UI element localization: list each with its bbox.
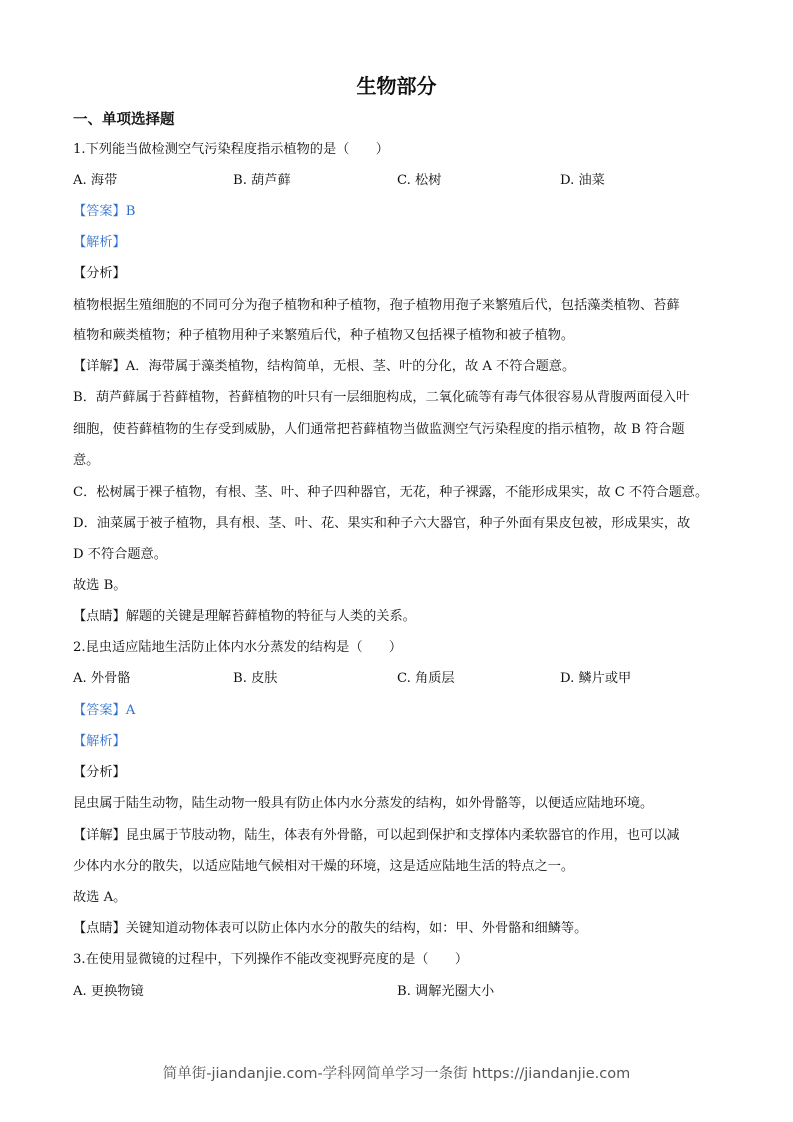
footer-watermark: 简单街-jiandanjie.com-学科网简单学习一条街 https://jiandanjie.com	[162, 1066, 631, 1082]
question-2-stem: 2.昆虫适应陆地生活防止体内水分蒸发的结构是（ ）	[73, 640, 403, 655]
q1-detail-line: B．葫芦藓属于苔藓植物，苔藓植物的叶只有一层细胞构成，二氧化硫等有毒气体很容易从背腹两面侵入叶	[73, 390, 690, 405]
q1-option-d: D. 油菜	[560, 173, 605, 188]
q1-analysis-line: 植物根据生殖细胞的不同可分为孢子植物和种子植物，孢子植物用孢子来繁殖后代，包括藻类植物、苔藓	[73, 298, 680, 313]
q1-conclusion: 故选 B。	[73, 578, 127, 593]
q2-fenxi-label: 【分析】	[73, 765, 126, 780]
q1-detail-line: C．松树属于裸子植物，有根、茎、叶、种子四种器官，无花，种子裸露，不能形成果实，故 C 不符合题意。	[73, 485, 709, 500]
q2-key-point: 【点睛】关键知道动物体表可以防止体内水分的散失的结构，如：甲、外骨骼和细鳞等。	[73, 921, 588, 936]
q1-key-point: 【点睛】解题的关键是理解苔藓植物的特征与人类的关系。	[73, 609, 416, 624]
page-title: 生物部分	[356, 74, 437, 98]
section-heading: 一、单项选择题	[73, 112, 175, 128]
q2-conclusion: 故选 A。	[73, 890, 127, 905]
q1-detail-line: 【详解】A．海带属于藻类植物，结构简单，无根、茎、叶的分化，故 A 不符合题意。	[73, 359, 576, 374]
q2-option-a: A. 外骨骼	[73, 671, 131, 686]
q1-detail-line: 意。	[73, 453, 100, 468]
question-3-stem: 3.在使用显微镜的过程中，下列操作不能改变视野亮度的是（ ）	[73, 952, 469, 967]
q1-option-a: A. 海带	[73, 173, 118, 188]
q2-detail-line: 【详解】昆虫属于节肢动物，陆生，体表有外骨骼，可以起到保护和支撑体内柔软器官的作用，也可以减	[73, 828, 680, 843]
q1-detail-line: 细胞，使苔藓植物的生存受到威胁，人们通常把苔藓植物当做监测空气污染程度的指示植物，故 B 符合题	[73, 422, 685, 437]
q2-answer: 【答案】A	[73, 703, 136, 718]
q1-analysis-line: 植物和蕨类植物；种子植物用种子来繁殖后代，种子植物又包括裸子植物和被子植物。	[73, 328, 575, 343]
q2-analysis-line: 昆虫属于陆生动物，陆生动物一般具有防止体内水分蒸发的结构，如外骨骼等，以便适应陆地环境。	[73, 796, 654, 811]
q1-detail-line: D 不符合题意。	[73, 547, 167, 562]
q3-option-a: A. 更换物镜	[73, 984, 144, 999]
q2-detail-line: 少体内水分的散失，以适应陆地气候相对干燥的环境，这是适应陆地生活的特点之一。	[73, 859, 575, 874]
q2-option-b: B. 皮肤	[233, 671, 278, 686]
question-1-stem: 1.下列能当做检测空气污染程度指示植物的是（ ）	[73, 142, 389, 157]
q3-option-b: B. 调解光圈大小	[397, 984, 495, 999]
q2-option-d: D. 鳞片或甲	[560, 671, 632, 686]
q1-option-c: C. 松树	[397, 173, 442, 188]
q2-jiexi-label: 【解析】	[73, 734, 126, 749]
q1-detail-line: D．油菜属于被子植物，具有根、茎、叶、花、果实和种子六大器官，种子外面有果皮包被，形成果实，故	[73, 516, 691, 531]
q1-option-b: B. 葫芦藓	[233, 173, 291, 188]
q2-option-c: C. 角质层	[397, 671, 455, 686]
q1-jiexi-label: 【解析】	[73, 235, 126, 250]
q1-fenxi-label: 【分析】	[73, 266, 126, 281]
q1-answer: 【答案】B	[73, 204, 136, 219]
